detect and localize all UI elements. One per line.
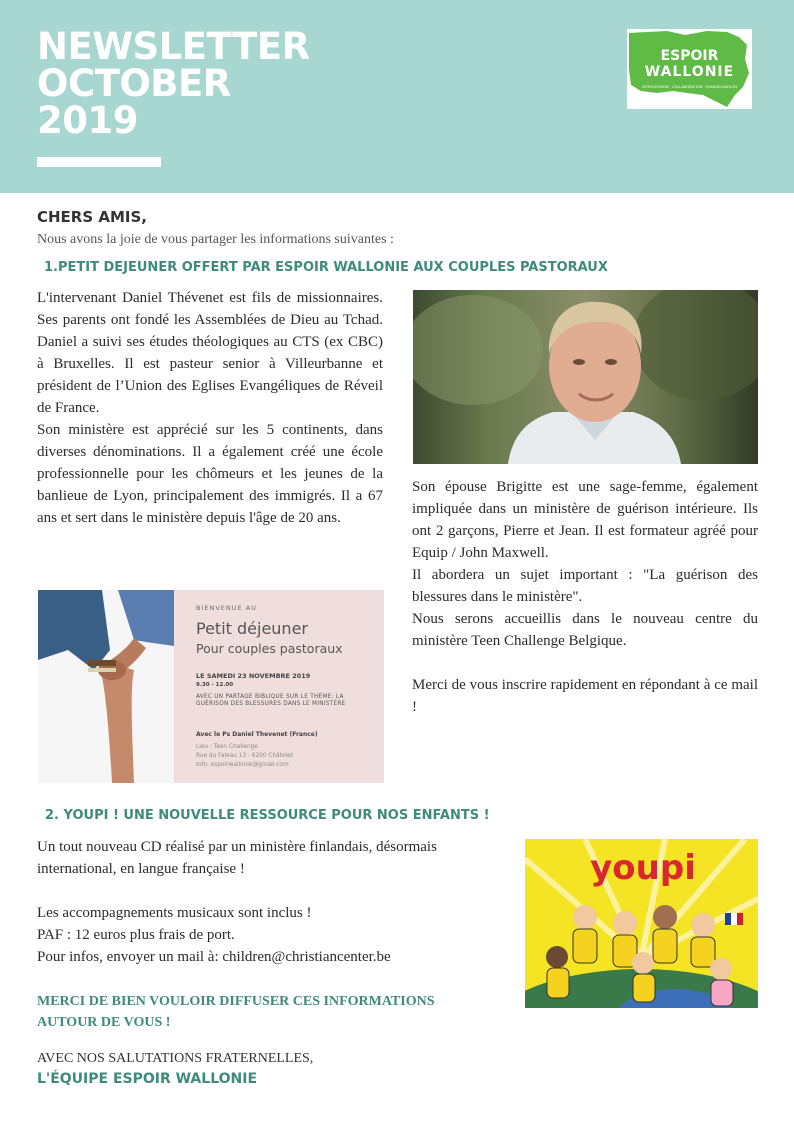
- section-2-text: [37, 836, 517, 968]
- invite-address: Rue du Faleau 13 - 6200 Châtelet: [196, 753, 293, 759]
- signature: L'ÉQUIPE ESPOIR WALLONIE: [37, 1071, 258, 1087]
- title-line-2: OCTOBER: [37, 62, 231, 105]
- title-line-1: NEWSLETTER: [37, 25, 310, 68]
- invite-details: [196, 743, 376, 770]
- invite-speaker: Avec le Ps Daniel Thevenet (France): [196, 731, 318, 738]
- speaker-portrait-image: [413, 290, 758, 464]
- section-2-heading: 2. YOUPI ! UNE NOUVELLE RESSOURCE POUR NOS ENFANTS !: [45, 808, 490, 823]
- paragraph: Merci de vous inscrire rapidement en répondant à ce mail !: [412, 677, 758, 715]
- paragraph: Pour infos, envoyer un mail à: children@christiancenter.be: [37, 949, 391, 965]
- holding-hands-image: [38, 590, 174, 783]
- invite-hours: 9.30 - 12.00: [196, 682, 234, 688]
- speaker-photo: [413, 290, 758, 464]
- section-1-heading: 1.PETIT DEJEUNER OFFERT PAR ESPOIR WALLONIE AUX COUPLES PASTORAUX: [44, 260, 608, 275]
- paragraph: Son épouse Brigitte est une sage-femme, également impliquée dans un ministère de guérison intérieure. Ils ont 2 garçons, Pierre et Jean. Il est formateur agréé pour Equip / John Maxwell.: [412, 479, 758, 561]
- invite-email: Info: espoirwallonie@gmail.com: [196, 762, 289, 768]
- invite-date: LE SAMEDI 23 NOVEMBRE 2019: [196, 672, 311, 680]
- youpi-cd-cover: [525, 839, 758, 1008]
- greeting: CHERS AMIS,: [37, 208, 148, 226]
- invite-welcome: BIENVENUE AU: [196, 604, 257, 612]
- paragraph: Son ministère est apprécié sur les 5 continents, dans diverses dénominations. Il a également créé une école professionnelle pour les chômeurs et les jeunes de la banlieue de Lyon, principalement des immigrés. Il a 67 ans et sert dans le ministère depuis l'âge de 20 ans.: [37, 422, 383, 526]
- newsletter-title: [37, 25, 357, 142]
- section-1-right-column: [412, 476, 758, 718]
- paragraph: PAF : 12 euros plus frais de port.: [37, 927, 235, 943]
- invite-theme: AVEC UN PARTAGE BIBLIQUE SUR LE THÈME: LA GUÉRISON DES BLESSURES DANS LE MINISTÈRE: [196, 694, 346, 707]
- logo-word-2: WALLONIE: [644, 64, 735, 80]
- paragraph: Il abordera un sujet important : "La guérison des blessures dans le ministère".: [412, 567, 758, 605]
- paragraph: Nous serons accueillis dans le nouveau centre du ministère Teen Challenge Belgique.: [412, 611, 758, 649]
- espoir-wallonie-logo: [627, 29, 752, 109]
- title-line-3: 2019: [37, 99, 138, 142]
- cover-title: youpi: [590, 848, 696, 888]
- paragraph: [412, 652, 758, 674]
- breakfast-invitation-card: [38, 590, 384, 783]
- share-request: MERCI DE BIEN VOULOIR DIFFUSER CES INFORMATIONS AUTOUR DE VOUS !: [37, 994, 435, 1030]
- title-underline: [37, 157, 161, 167]
- invite-place: Lieu : Teen Challenge: [196, 744, 258, 750]
- salutations: AVEC NOS SALUTATIONS FRATERNELLES,: [37, 1051, 314, 1066]
- paragraph: [37, 880, 517, 902]
- paragraph: Un tout nouveau CD réalisé par un ministère finlandais, désormais international, en langue française !: [37, 839, 437, 877]
- logo-tagline: INTERCESSION · COLLABORATION · EVANGELISATION: [642, 85, 737, 89]
- section-1-left-column: [37, 287, 383, 529]
- invite-subtitle: Pour couples pastoraux: [196, 641, 343, 656]
- invite-title: Petit déjeuner: [196, 619, 308, 638]
- paragraph: Les accompagnements musicaux sont inclus !: [37, 905, 312, 921]
- header-banner: [0, 0, 794, 193]
- logo-word-1: ESPOIR: [660, 48, 719, 64]
- intro-text: Nous avons la joie de vous partager les informations suivantes :: [37, 232, 394, 247]
- paragraph: L'intervenant Daniel Thévenet est fils de missionnaires. Ses parents ont fondé les Assemblées de Dieu au Tchad. Daniel a suivi ses études théologiques au CTS (ex CBC) à Bruxelles. Il est pasteur senior à Villeurbanne et président de l’Union des Eglises Evangéliques de Réveil de France.: [37, 290, 383, 416]
